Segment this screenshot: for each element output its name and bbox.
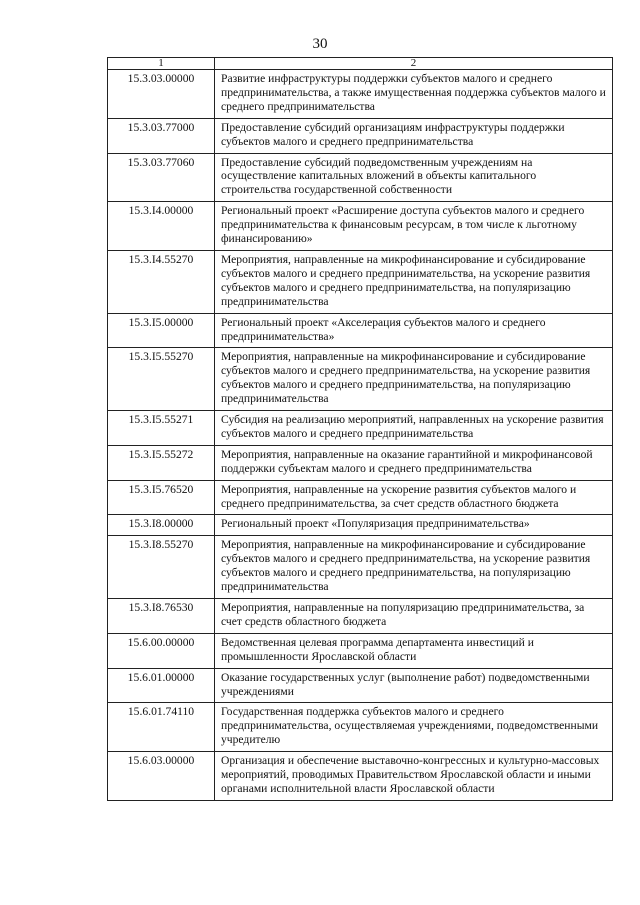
row-code: 15.3.I5.55272 <box>108 445 215 480</box>
row-code: 15.6.01.74110 <box>108 703 215 752</box>
row-description: Мероприятия, направленные на микрофинансирование и субсидирование субъектов малого и среднего предпринимательства, на ускорение развития субъектов малого и среднего предпринимательства, на популяризацию предпринимательства <box>215 348 613 411</box>
row-description: Мероприятия, направленные на популяризацию предпринимательства, за счет средств областного бюджета <box>215 599 613 634</box>
budget-code-table <box>107 57 613 801</box>
row-description: Субсидия на реализацию мероприятий, направленных на ускорение развития субъектов малого и среднего предпринимательства <box>215 411 613 446</box>
row-code: 15.3.I5.00000 <box>108 313 215 348</box>
row-description: Развитие инфраструктуры поддержки субъектов малого и среднего предпринимательства, а также имущественная поддержка субъектов малого и среднего предпринимательства <box>215 70 613 119</box>
row-code: 15.3.I4.00000 <box>108 202 215 251</box>
row-code: 15.3.03.77000 <box>108 118 215 153</box>
table-header-row <box>108 58 613 70</box>
table-row <box>108 703 613 752</box>
row-code: 15.3.I5.55270 <box>108 348 215 411</box>
column-header-code: 1 <box>108 58 215 70</box>
row-description: Организация и обеспечение выставочно-конгрессных и культурно-массовых мероприятий, проводимых Правительством Ярославской области и иными органами исполнительной власти Ярославской области <box>215 752 613 801</box>
table-row <box>108 348 613 411</box>
row-code: 15.3.I5.55271 <box>108 411 215 446</box>
row-code: 15.3.03.00000 <box>108 70 215 119</box>
table-row <box>108 536 613 599</box>
row-code: 15.3.03.77060 <box>108 153 215 202</box>
row-code: 15.3.I8.76530 <box>108 599 215 634</box>
row-description: Региональный проект «Расширение доступа субъектов малого и среднего предпринимательства к финансовым ресурсам, в том числе к льготному финансированию» <box>215 202 613 251</box>
row-description: Мероприятия, направленные на микрофинансирование и субсидирование субъектов малого и среднего предпринимательства, на ускорение развития субъектов малого и среднего предпринимательства, на популяризацию предпринимательства <box>215 250 613 313</box>
row-code: 15.6.00.00000 <box>108 633 215 668</box>
table-row <box>108 153 613 202</box>
row-description: Предоставление субсидий подведомственным учреждениям на осуществление капитальных вложений в объекты капитального строительства государственной собственности <box>215 153 613 202</box>
row-description: Государственная поддержка субъектов малого и среднего предпринимательства, осуществляемая учреждениями, подведомственными учредителю <box>215 703 613 752</box>
row-code: 15.3.I8.55270 <box>108 536 215 599</box>
table-row <box>108 70 613 119</box>
row-code: 15.6.03.00000 <box>108 752 215 801</box>
row-description: Региональный проект «Акселерация субъектов малого и среднего предпринимательства» <box>215 313 613 348</box>
table-row <box>108 633 613 668</box>
row-code: 15.6.01.00000 <box>108 668 215 703</box>
table-row <box>108 411 613 446</box>
table-row <box>108 752 613 801</box>
column-header-description: 2 <box>215 58 613 70</box>
row-description: Предоставление субсидий организациям инфраструктуры поддержки субъектов малого и среднего предпринимательства <box>215 118 613 153</box>
table-row <box>108 515 613 536</box>
page-number: 30 <box>312 36 328 52</box>
row-description: Мероприятия, направленные на микрофинансирование и субсидирование субъектов малого и среднего предпринимательства, на ускорение развития субъектов малого и среднего предпринимательства, на популяризацию предпринимательства <box>215 536 613 599</box>
row-description: Оказание государственных услуг (выполнение работ) подведомственными учреждениями <box>215 668 613 703</box>
table-row <box>108 202 613 251</box>
table-row <box>108 480 613 515</box>
table-row <box>108 313 613 348</box>
table-row <box>108 445 613 480</box>
row-description: Мероприятия, направленные на ускорение развития субъектов малого и среднего предпринимательства, за счет средств областного бюджета <box>215 480 613 515</box>
row-code: 15.3.I5.76520 <box>108 480 215 515</box>
table-row <box>108 599 613 634</box>
row-code: 15.3.I4.55270 <box>108 250 215 313</box>
row-description: Региональный проект «Популяризация предпринимательства» <box>215 515 613 536</box>
row-description: Ведомственная целевая программа департамента инвестиций и промышленности Ярославской области <box>215 633 613 668</box>
row-description: Мероприятия, направленные на оказание гарантийной и микрофинансовой поддержки субъектам малого и среднего предпринимательства <box>215 445 613 480</box>
table-row <box>108 668 613 703</box>
row-code: 15.3.I8.00000 <box>108 515 215 536</box>
table-row <box>108 250 613 313</box>
table-row <box>108 118 613 153</box>
